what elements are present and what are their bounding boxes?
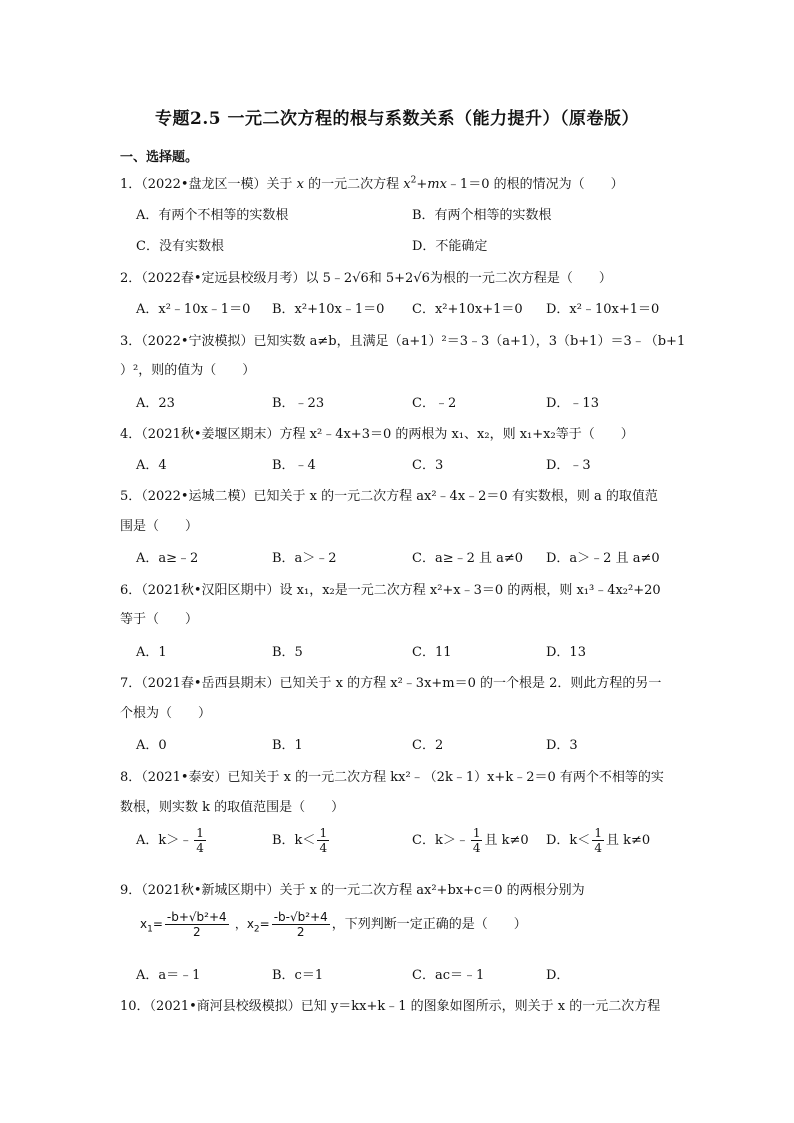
question-3-line-2: ）²，则的值为（ ） (120, 363, 256, 378)
question-4-option-d: D．﹣3 (546, 458, 591, 473)
question-2-option-a: A．x²﹣10x﹣1＝0 (136, 302, 251, 317)
question-1-option-a: A．有两个不相等的实数根 (136, 208, 289, 223)
question-4-option-c: C．3 (412, 458, 444, 473)
question-2-option-b: B．x²+10x﹣1＝0 (272, 302, 385, 317)
question-7-line-1: 7．（2021春•岳西县期末）已知关于 x 的方程 x²﹣3x+m＝0 的一个根是 2．则此方程的另一 (120, 676, 662, 691)
section-heading: 一、选择题。 (120, 150, 199, 165)
question-1-stem: 1．（2022•盘龙区一模）关于 x 的一元二次方程 $x^2+mx﹣1=0$ 的根的情况为（ ） (120, 175, 624, 192)
question-6-line-1: 6．（2021秋•汉阳区期中）设 x₁，x₂是一元二次方程 x²+x﹣3＝0 的两根，则 x₁³﹣4x₂²+20 (120, 583, 661, 598)
question-8-option-d: D．k＜ $\frac{1}{4}$ 且 k≠0 (546, 826, 651, 855)
question-6-line-2: 等于（ ） (120, 612, 199, 627)
question-9-option-d: D． (546, 968, 570, 983)
question-9-option-c: C．ac＝﹣1 (412, 968, 485, 983)
question-2-option-d: D．x²﹣10x+1＝0 (546, 302, 660, 317)
question-1-option-b: B．有两个相等的实数根 (412, 208, 552, 223)
question-5-option-c: C．a≥﹣2 且 a≠0 (412, 551, 524, 566)
question-4-stem: 4．（2021秋•姜堰区期末）方程 x²﹣4x+3＝0 的两根为 x₁、x₂，则 x₁+x₂等于（ ） (120, 427, 634, 442)
question-4-option-b: B．﹣4 (272, 458, 316, 473)
question-8-line-2: 数根，则实数 k 的取值范围是（ ） (120, 800, 345, 815)
question-3-option-b: B．﹣23 (272, 396, 325, 411)
question-10-line-1: 10．（2021•商河县校级模拟）已知 y＝kx+k﹣1 的图象如图所示，则关于 x 的一元二次方程 (120, 999, 661, 1014)
question-2-option-c: C．x²+10x+1＝0 (412, 302, 523, 317)
question-3-option-a: A．23 (136, 396, 175, 411)
page-title: 专题2.5 一元二次方程的根与系数关系（能力提升）（原卷版） (155, 109, 639, 129)
question-5-option-d: D．a＞﹣2 且 a≠0 (546, 551, 660, 566)
question-5-option-a: A．a≥﹣2 (136, 551, 199, 566)
question-8-option-c: C．k＞﹣ $\frac{1}{4}$ 且 k≠0 (412, 826, 529, 855)
question-9-option-a: A．a＝﹣1 (136, 968, 201, 983)
question-7-option-c: C．2 (412, 738, 444, 753)
question-7-option-b: B．1 (272, 738, 303, 753)
question-1-option-d: D．不能确定 (412, 239, 488, 254)
question-6-option-d: D．13 (546, 645, 586, 660)
question-7-option-a: A．0 (136, 738, 167, 753)
question-3-line-1: 3．（2022•宁波模拟）已知实数 a≠b，且满足（a+1）²＝3﹣3（a+1），3（b+1）＝3﹣（b+1 (120, 334, 686, 349)
question-6-option-a: A．1 (136, 645, 167, 660)
question-9-roots: $x_1=$ $\frac{\text{-b+√b²+4}}{2}$ ，$x_2=$ $\frac{\text{-b-√b²+4}}{2}$ ，下列判断一定正确的是（ ） (140, 910, 527, 939)
question-1-option-c: C．没有实数根 (136, 239, 224, 254)
question-8-line-1: 8．（2021•泰安）已知关于 x 的一元二次方程 kx²﹣（2k﹣1）x+k﹣2＝0 有两个不相等的实 (120, 770, 664, 785)
question-3-option-d: D．﹣13 (546, 396, 599, 411)
question-6-option-b: B．5 (272, 645, 303, 660)
question-2-stem: 2．（2022春•定远县校级月考）以 5﹣2√6和 5+2√6为根的一元二次方程是（ ） (120, 271, 612, 286)
question-6-option-c: C．11 (412, 645, 452, 660)
question-5-option-b: B．a＞﹣2 (272, 551, 337, 566)
question-5-line-2: 围是（ ） (120, 519, 199, 534)
question-5-line-1: 5．（2022•运城二模）已知关于 x 的一元二次方程 ax²﹣4x﹣2＝0 有实数根，则 a 的取值范 (120, 489, 658, 504)
question-9-line-1: 9．（2021秋•新城区期中）关于 x 的一元二次方程 ax²+bx+c＝0 的两根分别为 (120, 883, 585, 898)
question-8-option-a: A．k＞﹣ $\frac{1}{4}$ (136, 826, 204, 855)
question-7-option-d: D．3 (546, 738, 578, 753)
question-8-option-b: B．k＜ $\frac{1}{4}$ (272, 826, 328, 855)
question-9-option-b: B．c＝1 (272, 968, 324, 983)
question-3-option-c: C．﹣2 (412, 396, 457, 411)
question-4-option-a: A．4 (136, 458, 167, 473)
question-7-line-2: 个根为（ ） (120, 706, 212, 721)
